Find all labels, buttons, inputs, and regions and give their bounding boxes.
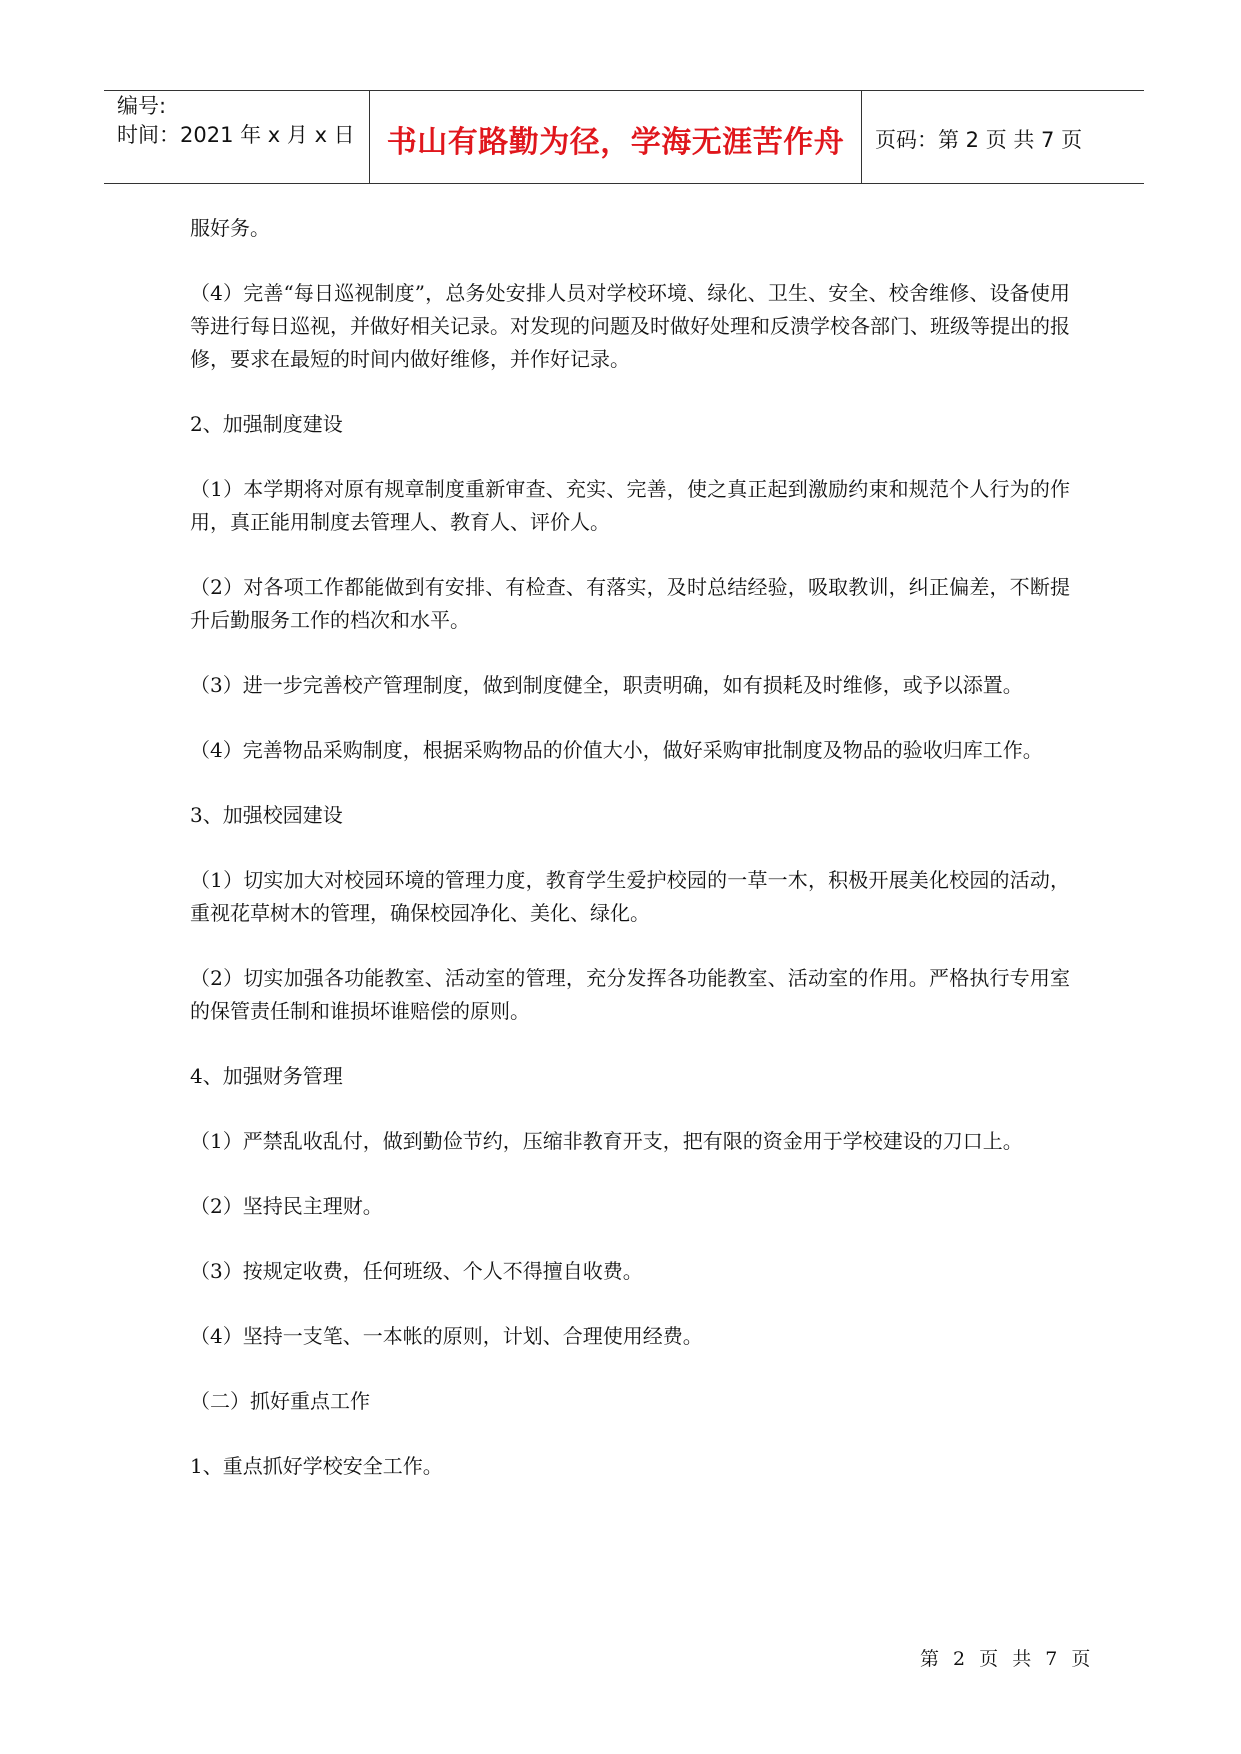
header-top-rule bbox=[104, 90, 1144, 91]
paragraph: （3）进一步完善校产管理制度，做到制度健全，职责明确，如有损耗及时维修，或予以添置。 bbox=[190, 673, 1023, 697]
section-heading: 3、加强校园建设 bbox=[190, 803, 343, 827]
document-time-label: 时间：2021 年 x 月 x 日 bbox=[117, 123, 355, 147]
paragraph: （1）切实加大对校园环境的管理力度，教育学生爱护校园的一草一木，积极开展美化校园的活动，重视花草树木的管理，确保校园净化、美化、绿化。 bbox=[190, 868, 1070, 925]
paragraph: （1）严禁乱收乱付，做到勤俭节约，压缩非教育开支，把有限的资金用于学校建设的刀口上。 bbox=[190, 1129, 1023, 1153]
header-meta bbox=[117, 92, 355, 150]
header-divider-right bbox=[861, 90, 862, 183]
document-number-label: 编号: bbox=[117, 94, 167, 118]
section-heading: 1、重点抓好学校安全工作。 bbox=[190, 1454, 443, 1478]
paragraph: 服好务。 bbox=[190, 216, 270, 240]
paragraph: （4）坚持一支笔、一本帐的原则，计划、合理使用经费。 bbox=[190, 1324, 703, 1348]
section-heading: 2、加强制度建设 bbox=[190, 412, 343, 436]
document-body bbox=[190, 212, 1070, 1515]
page-footer-number: 第 2 页 共 7 页 bbox=[920, 1648, 1095, 1670]
section-heading: （二）抓好重点工作 bbox=[190, 1389, 370, 1413]
paragraph: （4）完善“每日巡视制度”，总务处安排人员对学校环境、绿化、卫生、安全、校舍维修、设备使用等进行每日巡视，并做好相关记录。对发现的问题及时做好处理和反溃学校各部门、班级等提出的报修，要求在最短的时间内做好维修，并作好记录。 bbox=[190, 281, 1070, 371]
header-motto: 书山有路勤为径，学海无涯苦作舟 bbox=[386, 125, 845, 160]
header-page-label: 页码：第 2 页 共 7 页 bbox=[875, 128, 1083, 152]
section-heading: 4、加强财务管理 bbox=[190, 1064, 343, 1088]
paragraph: （3）按规定收费，任何班级、个人不得擅自收费。 bbox=[190, 1259, 643, 1283]
paragraph: （2）对各项工作都能做到有安排、有检查、有落实，及时总结经验，吸取教训，纠正偏差，不断提升后勤服务工作的档次和水平。 bbox=[190, 575, 1070, 632]
header-bottom-rule bbox=[104, 183, 1144, 184]
paragraph: （1）本学期将对原有规章制度重新审查、充实、完善，使之真正起到激励约束和规范个人行为的作用，真正能用制度去管理人、教育人、评价人。 bbox=[190, 477, 1070, 534]
paragraph: （4）完善物品采购制度，根据采购物品的价值大小，做好采购审批制度及物品的验收归库工作。 bbox=[190, 738, 1043, 762]
paragraph: （2）坚持民主理财。 bbox=[190, 1194, 383, 1218]
paragraph: （2）切实加强各功能教室、活动室的管理，充分发挥各功能教室、活动室的作用。严格执行专用室的保管责任制和谁损坏谁赔偿的原则。 bbox=[190, 966, 1070, 1023]
